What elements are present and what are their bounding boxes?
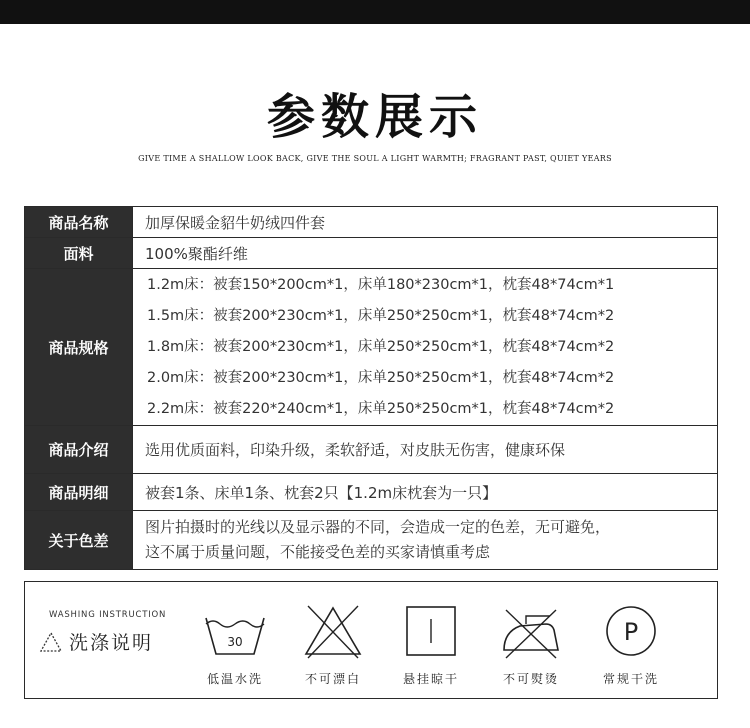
row-label: 商品名称 xyxy=(25,207,133,238)
care-item xyxy=(293,602,373,687)
spec-table xyxy=(24,206,718,570)
care-label: 常规干洗 xyxy=(602,672,659,686)
table-row xyxy=(25,474,718,511)
row-label: 面料 xyxy=(25,238,133,269)
row-label: 关于色差 xyxy=(25,511,133,570)
color-line: 这不属于质量问题，不能接受色差的买家请慎重考虑 xyxy=(145,543,491,561)
no-iron-icon xyxy=(496,602,566,660)
page-title: 参数展示 xyxy=(266,89,483,145)
row-label: 商品介绍 xyxy=(25,426,133,474)
row-label: 商品规格 xyxy=(25,269,133,426)
table-row xyxy=(25,511,718,570)
table-row xyxy=(25,238,718,269)
washing-title-en: WASHING INSTRUCTION xyxy=(49,610,167,620)
spec-line: 1.8m床：被套200*230cm*1，床单250*250cm*1，枕套48*74cm*2 xyxy=(147,338,615,355)
color-diff-value xyxy=(133,511,718,570)
spec-line: 2.0m床：被套200*230cm*1，床单250*250cm*1，枕套48*74cm*2 xyxy=(147,369,615,386)
table-row xyxy=(25,269,718,426)
care-item xyxy=(195,602,275,687)
dry-clean-symbol: P xyxy=(623,618,639,646)
table-row xyxy=(25,207,718,238)
dry-clean-icon xyxy=(596,602,666,660)
top-bar xyxy=(0,0,750,24)
tub-temp: 30 xyxy=(227,635,243,649)
page-subtitle: GIVE TIME A SHALLOW LOOK BACK, GIVE THE SOUL A LIGHT WARMTH; FRAGRANT PAST, QUIET YEARS xyxy=(138,154,612,163)
color-line: 图片拍摄时的光线以及显示器的不同，会造成一定的色差，无可避免， xyxy=(145,518,611,536)
care-item xyxy=(491,602,571,687)
spec-value xyxy=(133,269,718,426)
washing-instruction-box xyxy=(24,581,718,699)
spec-line: 1.2m床：被套150*200cm*1，床单180*230cm*1，枕套48*74cm*1 xyxy=(147,276,615,293)
hang-dry-icon xyxy=(396,602,466,660)
table-row xyxy=(25,426,718,474)
washing-title-zh: 洗涤说明 xyxy=(69,632,154,654)
fabric-value: 100%聚酯纤维 xyxy=(133,238,718,269)
detail-value: 被套1条、床单1条、枕套2只【1.2m床枕套为一只】 xyxy=(133,474,718,511)
row-label: 商品明细 xyxy=(25,474,133,511)
product-name-value: 加厚保暖金貂牛奶绒四件套 xyxy=(133,207,718,238)
care-label: 不可漂白 xyxy=(304,672,361,686)
care-label: 低温水洗 xyxy=(206,672,263,686)
low-temp-wash-icon xyxy=(200,602,270,660)
care-label: 悬挂晾干 xyxy=(402,672,459,686)
spec-line: 2.2m床：被套220*240cm*1，床单250*250cm*1，枕套48*74cm*2 xyxy=(147,400,615,417)
care-item xyxy=(391,602,471,687)
intro-value: 选用优质面料，印染升级，柔软舒适，对皮肤无伤害，健康环保 xyxy=(133,426,718,474)
care-label: 不可熨烫 xyxy=(502,672,559,686)
warning-triangle-icon xyxy=(39,631,63,653)
spec-line: 1.5m床：被套200*230cm*1，床单250*250cm*1，枕套48*74cm*2 xyxy=(147,307,615,324)
no-bleach-icon xyxy=(298,602,368,660)
care-item xyxy=(591,602,671,687)
